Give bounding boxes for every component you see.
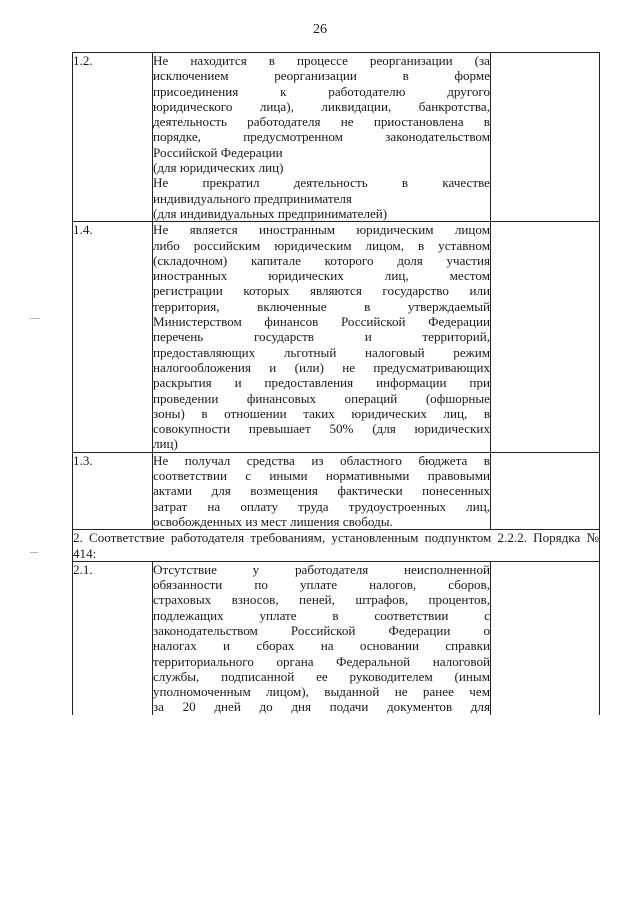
text-line: актами для возмещения фактически понесенных [153,483,490,499]
text-line: Российской Федерации [153,144,283,160]
item-number: 1.2. [73,53,153,222]
text-line: подлежащих уплате в соответствии с [153,607,490,623]
text-line: налогах и сборах на основании справки [153,638,490,654]
text-line: предоставляющих льготный налоговый режим [153,344,490,360]
page-number: 26 [313,22,327,37]
table-row [73,53,600,222]
text-line: перечень государств и территорий, [153,329,490,345]
text-line: (складочном) капитале которого доля участия [153,252,490,268]
text-line: затрат на оплату труда трудоустроенных лиц, [153,498,490,514]
text-line: присоединения к работодателю другого [153,83,490,99]
item-number: 1.4. [73,222,153,452]
scan-margin-mark [30,318,40,319]
mark-cell [491,222,600,452]
table-row [73,530,600,562]
text-line: освобожденных из мест лишения свободы. [153,513,393,529]
text-line: территория, включенные в утверждаемый [153,298,490,314]
text-line: (для индивидуальных предпринимателей) [153,205,388,221]
mark-cell [491,452,600,529]
requirement-text [153,452,491,529]
text-line: территориального органа Федеральной налоговой [153,653,490,669]
text-line: страховых взносов, пеней, штрафов, процентов, [153,592,490,608]
text-line: (для юридических лиц) [153,160,284,176]
item-number: 2.1. [73,561,153,714]
text-line: регистрации которых являются государство или [153,283,490,299]
text-line: Отсутствие у работодателя неисполненной [153,561,490,577]
text-line: службы, подписанной ее руководителем (иным [153,668,490,684]
requirement-text [153,53,491,222]
requirements-table [72,52,600,715]
text-line: Не получал средства из областного бюджета в [153,452,490,468]
text-line: юридического лица), ликвидации, банкротства, [153,98,490,114]
text-line: раскрытия и предоставления информации при [153,375,490,391]
text-line: проведении финансовых операций (офшорные [153,390,490,406]
text-line: совокупности превышает 50% (для юридических [153,421,490,437]
text-line: Не находится в процессе реорганизации (за [153,53,490,68]
text-line: лиц) [153,436,178,452]
text-line: исключением реорганизации в форме [153,68,490,84]
text-line: Не прекратил деятельность в качестве [153,175,490,191]
text-line: налогообложения и (или) не предусматривающих [153,359,490,375]
scan-margin-mark [30,552,38,553]
text-line: иностранных юридических лиц, местом [153,268,490,284]
text-line: соответствии с иными нормативными правовыми [153,468,490,484]
text-line: обязанности по уплате налогов, сборов, [153,577,490,593]
text-line: порядке, предусмотренном законодательством [153,129,490,145]
table-row [73,452,600,529]
mark-cell [491,561,600,714]
text-line: Не является иностранным юридическим лицом [153,222,490,238]
text-line: законодательством Российской Федерации о [153,622,490,638]
text-line: за 20 дней до дня подачи документов для [153,699,490,715]
text-line: зоны) в отношении таких юридических лиц, в [153,405,490,421]
mark-cell [491,53,600,222]
item-number: 1.3. [73,452,153,529]
text-line: уполномоченным лицом), выданной не ранее чем [153,684,490,700]
requirement-text [153,561,491,714]
text-line: индивидуального предпринимателя [153,190,352,206]
text-line: деятельность работодателя не приостановлена в [153,114,490,130]
text-line: либо российским юридическим лицом, в уставном [153,237,490,253]
section-heading: 2. Соответствие работодателя требованиям, установленным подпунктом 2.2.2. Порядка № 414: [73,530,599,561]
requirement-text [153,222,491,452]
table-row [73,561,600,714]
text-line: Министерством финансов Российской Федерации [153,314,490,330]
table-row [73,222,600,452]
